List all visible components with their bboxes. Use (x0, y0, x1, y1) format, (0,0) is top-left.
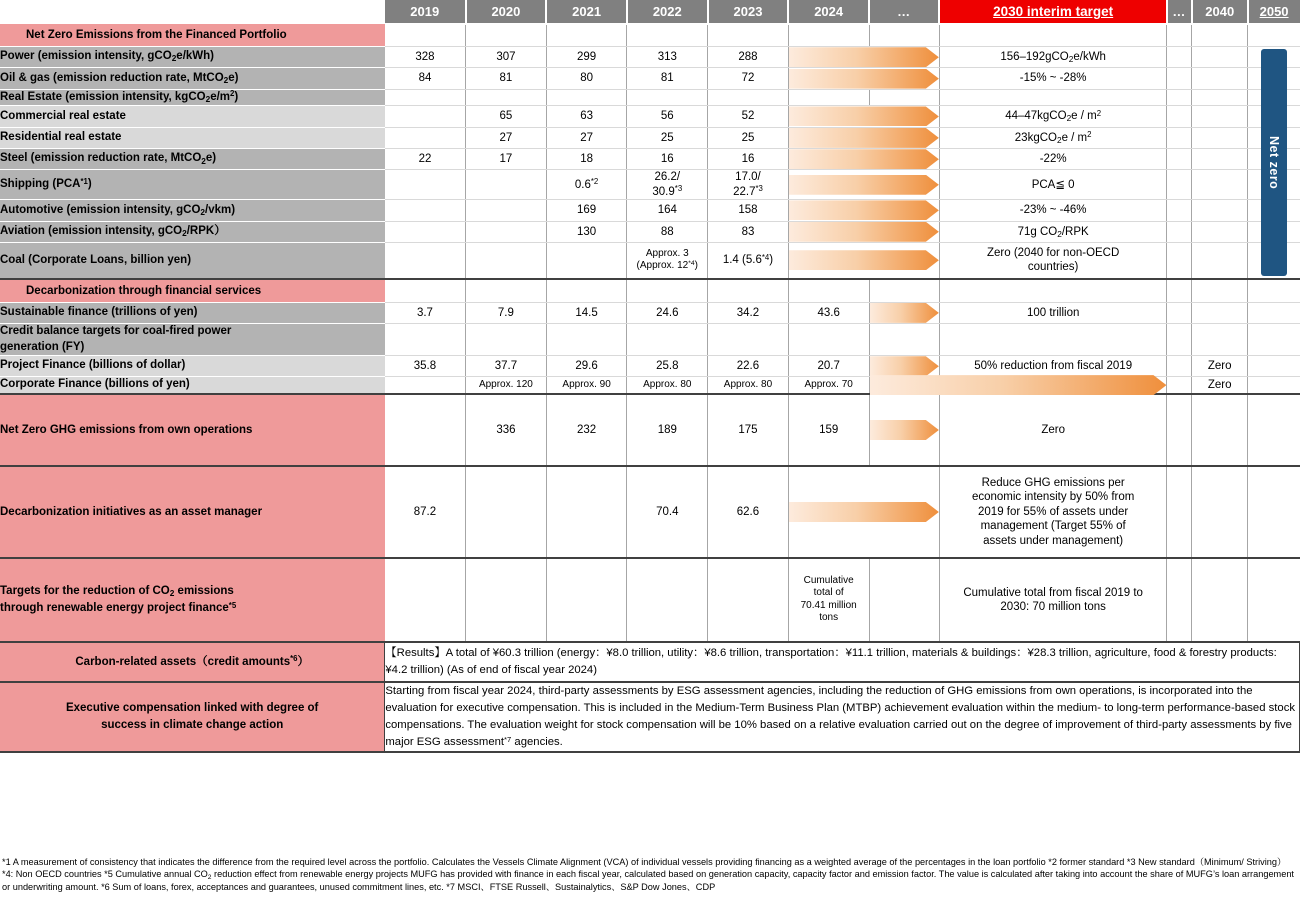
value-cell: 1.4 (5.6$^{*4}$) (708, 242, 789, 278)
value-cell-2050 (1248, 377, 1300, 394)
ellipsis-2-cell (1167, 221, 1192, 242)
progress-arrow-icon (789, 149, 939, 169)
value-cell: 80 (546, 68, 627, 89)
value-cell (385, 558, 466, 642)
target-cell: 71g $CO_2$/RPK (939, 221, 1167, 242)
value-cell-2040 (1192, 127, 1248, 148)
value-cell: 25 (708, 127, 789, 148)
value-cell (546, 466, 627, 558)
progress-arrow-cell (788, 242, 939, 278)
table-row (0, 221, 1300, 242)
value-cell-2050 (1248, 394, 1300, 466)
progress-arrow-icon (870, 420, 939, 440)
table-row (0, 302, 1300, 323)
value-cell-2040: Zero (1192, 377, 1248, 394)
value-cell-2040: Zero (1192, 356, 1248, 377)
table-row (0, 394, 1300, 466)
header-2030-interim-target: 2030 interim target (939, 0, 1167, 24)
header-ellipsis-2: … (1167, 0, 1192, 24)
empty-cell (869, 558, 939, 642)
progress-arrow-cell (788, 200, 939, 221)
value-cell (385, 200, 466, 221)
ellipsis-2-cell (1167, 302, 1192, 323)
value-cell-2040 (1192, 200, 1248, 221)
target-cell: Reduce GHG emissions per economic intensity by 50% from 2019 for 55% of assets under management (Target 55% of assets under management) (939, 466, 1167, 558)
progress-arrow-icon (789, 175, 939, 195)
section-title: Decarbonization through financial services (0, 279, 385, 303)
row-label: Residential real estate (0, 127, 385, 148)
value-cell: 175 (708, 394, 789, 466)
value-cell-2050 (1248, 356, 1300, 377)
empty-cell (788, 279, 869, 303)
value-cell: 307 (466, 47, 547, 68)
progress-arrow-icon (789, 69, 939, 89)
value-cell (385, 89, 466, 106)
value-cell: 328 (385, 47, 466, 68)
value-cell: 22 (385, 149, 466, 170)
value-cell: 26.2/ 30.9$^{*3}$ (627, 170, 708, 200)
value-cell: 27 (466, 127, 547, 148)
value-cell (546, 324, 627, 356)
table-row (0, 47, 1300, 68)
value-cell: 63 (546, 106, 627, 127)
row-body-text: Starting from fiscal year 2024, third-party assessments by ESG assessment agencies, including the reduction of GHG emissions from own operations, is incorporated into the evaluation for executive compensation. This is included in the Medium-Term Business Plan (MTBP) achievement evaluation within the medium- to long-term performance-based stock compensations. The evaluation weight for stock compensation will be 10% based on a relative evaluation carried out on the degree of improvement of third-party assessments by five major ESG assessment$^{*7}$ agencies. (385, 682, 1300, 752)
section-header-row (0, 24, 1300, 47)
value-cell: 189 (627, 394, 708, 466)
value-cell: 336 (466, 394, 547, 466)
net-zero-bar (1261, 49, 1287, 276)
target-cell: Cumulative total from fiscal 2019 to 2030: 70 million tons (939, 558, 1167, 642)
value-cell-2040 (1192, 221, 1248, 242)
value-cell-2050 (1248, 558, 1300, 642)
value-cell: Approx. 80 (627, 377, 708, 394)
value-cell-2024: 20.7 (788, 356, 869, 377)
empty-cell (708, 279, 789, 303)
value-cell (708, 558, 789, 642)
value-cell-2040 (1192, 324, 1248, 356)
progress-arrow-cell (788, 170, 939, 200)
value-cell: 169 (546, 200, 627, 221)
value-cell-2040 (1192, 394, 1248, 466)
empty-cell (869, 279, 939, 303)
value-cell-2040 (1192, 149, 1248, 170)
value-cell-2040 (1192, 106, 1248, 127)
target-cell: 156–192gCO$_2$e/kWh (939, 47, 1167, 68)
value-cell (385, 324, 466, 356)
empty-cell (788, 24, 869, 47)
target-cell: 44–47kgCO$_2$e / $m^2$ (939, 106, 1167, 127)
value-cell: 158 (708, 200, 789, 221)
ellipsis-2-cell (1167, 558, 1192, 642)
table-row (0, 106, 1300, 127)
value-cell: 3.7 (385, 302, 466, 323)
table-row (0, 170, 1300, 200)
empty-cell (546, 279, 627, 303)
value-cell: 313 (627, 47, 708, 68)
empty-cell (869, 24, 939, 47)
row-label: Executive compensation linked with degree of success in climate change action (0, 682, 385, 752)
value-cell (466, 324, 547, 356)
value-cell-2040 (1192, 242, 1248, 278)
empty-cell (1248, 279, 1300, 303)
value-cell: 27 (546, 127, 627, 148)
value-cell (466, 221, 547, 242)
section-title: Net Zero Emissions from the Financed Portfolio (0, 24, 385, 47)
value-cell: 18 (546, 149, 627, 170)
empty-cell (466, 24, 547, 47)
target-cell (939, 324, 1167, 356)
empty-cell (385, 24, 466, 47)
value-cell: 22.6 (708, 356, 789, 377)
row-label: Corporate Finance (billions of yen) (0, 377, 385, 394)
target-cell: -22% (939, 149, 1167, 170)
value-cell (385, 242, 466, 278)
value-cell-2050 (1248, 466, 1300, 558)
progress-arrow-cell (869, 394, 939, 466)
header-year-2023: 2023 (708, 0, 789, 24)
empty-cell (1167, 24, 1192, 47)
value-cell (466, 466, 547, 558)
table-row (0, 149, 1300, 170)
empty-cell (939, 279, 1167, 303)
progress-arrow-cell (788, 466, 939, 558)
value-cell: 87.2 (385, 466, 466, 558)
value-cell (385, 106, 466, 127)
target-cell: -15% ~ -28% (939, 68, 1167, 89)
value-cell (546, 242, 627, 278)
ellipsis-2-cell (1167, 68, 1192, 89)
value-cell-2040 (1192, 558, 1248, 642)
progress-arrow-cell (869, 377, 1167, 394)
row-label: Oil & gas (emission reduction rate, MtCO$_2$e) (0, 68, 385, 89)
row-label: Real Estate (emission intensity, $kgCO_2e/m^2$) (0, 89, 385, 106)
value-cell: 81 (627, 68, 708, 89)
empty-cell (708, 24, 789, 47)
header-year-2024: 2024 (788, 0, 869, 24)
ellipsis-2-cell (1167, 89, 1192, 106)
row-label: Decarbonization initiatives as an asset manager (0, 466, 385, 558)
value-cell: 52 (708, 106, 789, 127)
value-cell: 29.6 (546, 356, 627, 377)
value-cell: 14.5 (546, 302, 627, 323)
value-cell: 56 (627, 106, 708, 127)
value-cell-2024 (788, 89, 869, 106)
value-cell-2040 (1192, 302, 1248, 323)
net-zero-bar-label: Net zero (1267, 135, 1281, 190)
row-label: Shipping (PCA$^{*1}$) (0, 170, 385, 200)
row-label: Aviation (emission intensity, gCO$_2$/RPK） (0, 221, 385, 242)
value-cell-2040 (1192, 466, 1248, 558)
table-row (0, 127, 1300, 148)
value-cell (466, 170, 547, 200)
empty-cell (939, 24, 1167, 47)
header-year-2050: 2050 (1248, 0, 1300, 24)
footnotes: *1 A measurement of consistency that indicates the difference from the required level across the portfolio. Calculates the Vessels Climate Alignment (VCA) of individual vessels providing financing as a weighted average of the percentages in the loan portfolio *2 former standard *3 New standard（Minimum/ Striving） *4: Non OECD countries *5 Cumulative annual $CO_2$ reduction effect from renewable energy projects MUFG has provided with finance in each fiscal year, calculated based on generation capacity, capacity factor and emission factor. The value is calculated after taking into account the share of MUFG’s loan arrangement or underwriting amount. *6 Sum of loans, forex, acceptances and guarantees, unused commitment lines, etc. *7 MSCI、FTSE Russell、Sustainalytics、S&P Dow Jones、CDP (2, 857, 1294, 893)
ellipsis-2-cell (1167, 324, 1192, 356)
value-cell (466, 89, 547, 106)
value-cell (627, 558, 708, 642)
row-label: Steel (emission reduction rate, MtCO$_2$e) (0, 149, 385, 170)
empty-cell (385, 279, 466, 303)
value-cell (385, 377, 466, 394)
progress-arrow-icon (789, 200, 939, 220)
value-cell: 72 (708, 68, 789, 89)
progress-arrow-cell (788, 106, 939, 127)
row-label: Project Finance (billions of dollar) (0, 356, 385, 377)
value-cell (385, 170, 466, 200)
header-year-2020: 2020 (466, 0, 547, 24)
value-cell: 16 (627, 149, 708, 170)
empty-cell (1167, 279, 1192, 303)
target-cell: 50% reduction from fiscal 2019 (939, 356, 1167, 377)
header-year-2022: 2022 (627, 0, 708, 24)
ellipsis-2-cell (1167, 47, 1192, 68)
table-row (0, 356, 1300, 377)
ellipsis-2-cell (1167, 127, 1192, 148)
row-body-text: 【Results】A total of ¥60.3 trillion (energy：¥8.0 trillion, utility：¥8.6 trillion, transportation：¥11.1 trillion, materials & buildings：¥28.3 trillion, agriculture, food & forestry products: ¥4.2 trillion) (As of end of fiscal year 2024) (385, 642, 1300, 682)
header-year-2040: 2040 (1192, 0, 1248, 24)
value-cell (466, 242, 547, 278)
value-cell: 164 (627, 200, 708, 221)
value-cell: 288 (708, 47, 789, 68)
value-cell-2024: 43.6 (788, 302, 869, 323)
value-cell-2024: Cumulative total of 70.41 million tons (788, 558, 869, 642)
ellipsis-2-cell (1167, 377, 1192, 394)
progress-arrow-icon (789, 47, 939, 67)
row-label: Coal (Corporate Loans, billion yen) (0, 242, 385, 278)
value-cell: 70.4 (627, 466, 708, 558)
row-label: Targets for the reduction of $CO_2$ emissions through renewable energy project finance$^{*5}$ (0, 558, 385, 642)
value-cell (385, 221, 466, 242)
progress-arrow-cell (869, 302, 939, 323)
value-cell (627, 324, 708, 356)
progress-arrow-icon (870, 375, 1167, 395)
table-row (0, 242, 1300, 278)
value-cell: 25.8 (627, 356, 708, 377)
value-cell: Approx. 90 (546, 377, 627, 394)
empty-cell (546, 24, 627, 47)
progress-arrow-icon (789, 106, 939, 126)
value-cell-2024: 159 (788, 394, 869, 466)
value-cell (385, 127, 466, 148)
value-cell: 84 (385, 68, 466, 89)
value-cell: 37.7 (466, 356, 547, 377)
target-cell: 100 trillion (939, 302, 1167, 323)
progress-arrow-icon (870, 356, 939, 376)
table-row (0, 200, 1300, 221)
row-label: Carbon-related assets（credit amounts$^{*6}$） (0, 642, 385, 682)
section-header-row (0, 279, 1300, 303)
empty-cell (1192, 279, 1248, 303)
value-cell: 0.6$^{*2}$ (546, 170, 627, 200)
target-cell: 23kgCO$_2$e / $m^2$ (939, 127, 1167, 148)
progress-arrow-cell (788, 149, 939, 170)
table-row (0, 68, 1300, 89)
ellipsis-2-cell (1167, 149, 1192, 170)
ellipsis-2-cell (1167, 466, 1192, 558)
value-cell (708, 324, 789, 356)
ellipsis-2-cell (1167, 200, 1192, 221)
row-label: Sustainable finance (trillions of yen) (0, 302, 385, 323)
table-row (0, 89, 1300, 106)
progress-arrow-cell (788, 68, 939, 89)
value-cell: 17.0/ 22.7$^{*3}$ (708, 170, 789, 200)
value-cell: Approx. 3 (Approx. 12$^{*4}$) (627, 242, 708, 278)
value-cell: 34.2 (708, 302, 789, 323)
value-cell-2040 (1192, 89, 1248, 106)
ellipsis-2-cell (1167, 242, 1192, 278)
row-label: Net Zero GHG emissions from own operations (0, 394, 385, 466)
value-cell (708, 89, 789, 106)
table-row (0, 642, 1300, 682)
table-row (0, 558, 1300, 642)
empty-cell (466, 279, 547, 303)
value-cell-2050 (1248, 324, 1300, 356)
target-cell (939, 89, 1167, 106)
target-cell: Zero (2040 for non-OECD countries) (939, 242, 1167, 278)
value-cell: 299 (546, 47, 627, 68)
progress-arrow-icon (870, 303, 939, 323)
target-cell: PCA≦ 0 (939, 170, 1167, 200)
header-corner (0, 0, 385, 24)
progress-arrow-icon (789, 128, 939, 148)
empty-cell (627, 279, 708, 303)
value-cell: 16 (708, 149, 789, 170)
empty-cell (869, 324, 939, 356)
value-cell: 7.9 (466, 302, 547, 323)
row-label: Credit balance targets for coal-fired power generation (FY) (0, 324, 385, 356)
row-label: Power (emission intensity, gCO$_2$e/kWh) (0, 47, 385, 68)
table-row (0, 377, 1300, 394)
value-cell: 35.8 (385, 356, 466, 377)
ellipsis-2-cell (1167, 170, 1192, 200)
row-label: Automotive (emission intensity, gCO$_2$/vkm) (0, 200, 385, 221)
ellipsis-2-cell (1167, 394, 1192, 466)
empty-cell (869, 89, 939, 106)
progress-arrow-icon (789, 250, 939, 270)
header-ellipsis-1: … (869, 0, 939, 24)
progress-arrow-cell (788, 127, 939, 148)
ellipsis-2-cell (1167, 356, 1192, 377)
value-cell: Approx. 120 (466, 377, 547, 394)
empty-cell (1192, 24, 1248, 47)
table-row (0, 466, 1300, 558)
progress-arrow-cell (788, 47, 939, 68)
target-cell: -23% ~ -46% (939, 200, 1167, 221)
progress-arrow-icon (789, 502, 939, 522)
value-cell: 24.6 (627, 302, 708, 323)
value-cell: 81 (466, 68, 547, 89)
value-cell-2050 (1248, 302, 1300, 323)
value-cell (546, 558, 627, 642)
progress-arrow-cell (788, 221, 939, 242)
empty-cell (1248, 24, 1300, 47)
value-cell (385, 394, 466, 466)
value-cell-2040 (1192, 47, 1248, 68)
value-cell (466, 558, 547, 642)
value-cell: 62.6 (708, 466, 789, 558)
ellipsis-2-cell (1167, 106, 1192, 127)
value-cell-2024: Approx. 70 (788, 377, 869, 394)
value-cell: 83 (708, 221, 789, 242)
value-cell: 17 (466, 149, 547, 170)
table-header-row (0, 0, 1300, 24)
value-cell (546, 89, 627, 106)
value-cell: 232 (546, 394, 627, 466)
value-cell (466, 200, 547, 221)
table-row (0, 324, 1300, 356)
progress-arrow-cell (869, 356, 939, 377)
value-cell (627, 89, 708, 106)
value-cell: Approx. 80 (708, 377, 789, 394)
target-cell: Zero (939, 394, 1167, 466)
row-label: Commercial real estate (0, 106, 385, 127)
value-cell-2040 (1192, 170, 1248, 200)
value-cell-2040 (1192, 68, 1248, 89)
empty-cell (627, 24, 708, 47)
value-cell: 65 (466, 106, 547, 127)
table-row (0, 682, 1300, 752)
value-cell-2024 (788, 324, 869, 356)
value-cell: 25 (627, 127, 708, 148)
value-cell: 130 (546, 221, 627, 242)
progress-arrow-icon (789, 222, 939, 242)
header-year-2021: 2021 (546, 0, 627, 24)
value-cell: 88 (627, 221, 708, 242)
header-year-2019: 2019 (385, 0, 466, 24)
